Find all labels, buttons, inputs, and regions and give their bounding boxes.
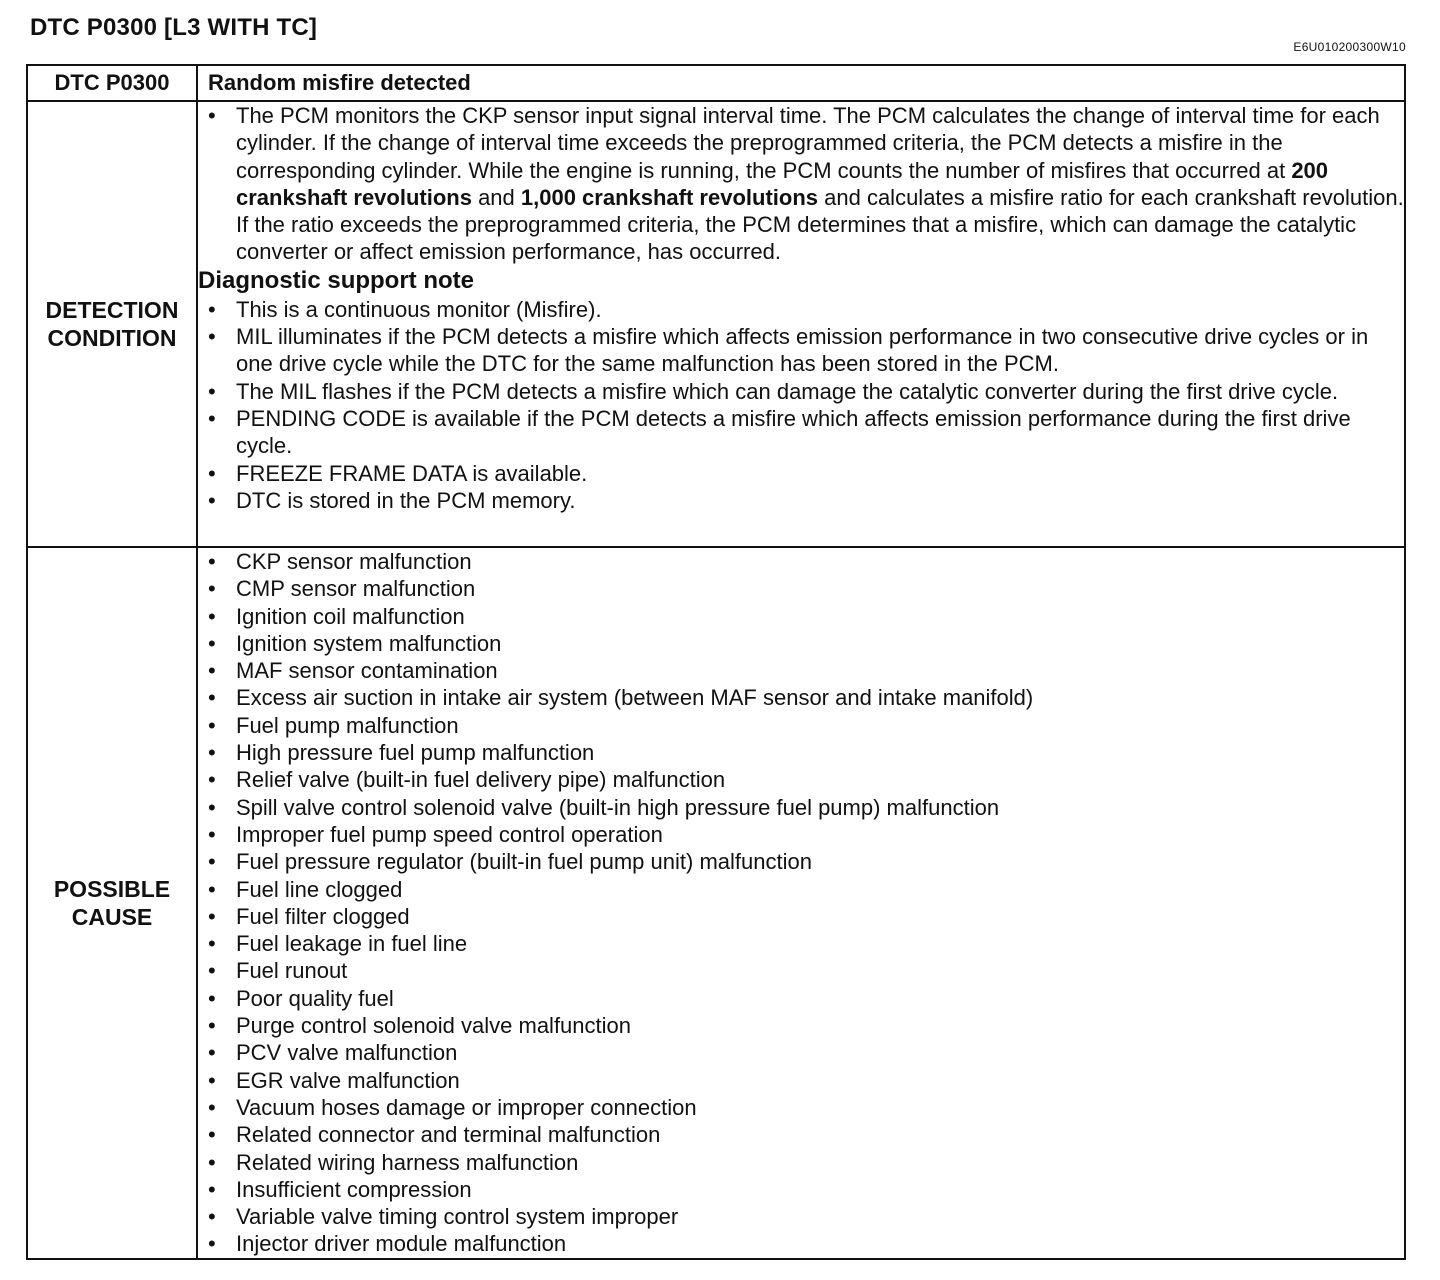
- list-item: • This is a continuous monitor (Misfire).: [198, 296, 1404, 323]
- list-item: • Vacuum hoses damage or improper connection: [198, 1094, 1404, 1121]
- list-item: • PENDING CODE is available if the PCM detects a misfire which affects emission performance during the first drive cycle.: [198, 405, 1404, 460]
- diagnostic-support-note-heading: Diagnostic support note: [198, 266, 474, 294]
- list-item: • Purge control solenoid valve malfunction: [198, 1012, 1404, 1039]
- main-bold-1000: 1,000 crankshaft revolutions: [520, 184, 819, 210]
- list-item: • Injector driver module malfunction: [198, 1230, 1404, 1257]
- detection-condition-row: [27, 101, 1405, 547]
- main-text-part2: and: [471, 184, 521, 210]
- list-item: • Fuel pump malfunction: [198, 712, 1404, 739]
- list-item: • Fuel filter clogged: [198, 903, 1404, 930]
- list-item: • Improper fuel pump speed control operation: [198, 821, 1404, 848]
- list-item: • Poor quality fuel: [198, 985, 1404, 1012]
- list-item: • Relief valve (built-in fuel delivery pipe) malfunction: [198, 766, 1404, 793]
- detection-label-line1: DETECTION: [45, 297, 179, 323]
- list-item: • EGR valve malfunction: [198, 1067, 1404, 1094]
- list-item: • Insufficient compression: [198, 1176, 1404, 1203]
- list-item: • Related wiring harness malfunction: [198, 1149, 1404, 1176]
- dtc-description-cell: Random misfire detected: [197, 65, 1405, 101]
- possible-cause-row: [27, 547, 1405, 1259]
- detection-condition-label: [27, 101, 197, 547]
- possible-cause-label: [27, 547, 197, 1259]
- cause-label-line1: POSSIBLE: [53, 876, 171, 902]
- list-item: • High pressure fuel pump malfunction: [198, 739, 1404, 766]
- main-bold-200: 200 crankshaft revolutions: [236, 157, 1329, 210]
- list-item: • FREEZE FRAME DATA is available.: [198, 460, 1404, 487]
- list-item: • Ignition coil malfunction: [198, 603, 1404, 630]
- list-item: • Related connector and terminal malfunction: [198, 1121, 1404, 1148]
- list-item: • MIL illuminates if the PCM detects a misfire which affects emission performance in two consecutive drive cycles or in one drive cycle while the DTC for the same malfunction has been stored in the PCM.: [198, 323, 1404, 378]
- detection-main-list: [198, 102, 1404, 266]
- list-item: • Spill valve control solenoid valve (built-in high pressure fuel pump) malfunction: [198, 794, 1404, 821]
- page-title: DTC P0300 [L3 WITH TC]: [30, 14, 318, 41]
- list-item: • The MIL flashes if the PCM detects a misfire which can damage the catalytic converter during the first drive cycle.: [198, 378, 1404, 405]
- list-item: • Fuel runout: [198, 957, 1404, 984]
- table-header-row: [27, 65, 1405, 101]
- dtc-code-cell: DTC P0300: [27, 65, 197, 101]
- detection-label-line2: CONDITION: [47, 325, 177, 351]
- list-item: • Fuel line clogged: [198, 876, 1404, 903]
- detection-condition-content: [197, 101, 1405, 547]
- list-item: • DTC is stored in the PCM memory.: [198, 487, 1404, 514]
- list-item: • MAF sensor contamination: [198, 657, 1404, 684]
- list-item: • Fuel leakage in fuel line: [198, 930, 1404, 957]
- dtc-table: [26, 64, 1406, 1260]
- list-item: • CKP sensor malfunction: [198, 548, 1404, 575]
- possible-cause-list: [198, 548, 1404, 1258]
- main-text-part3: and calculates a misfire ratio for each crankshaft revolution. If the ratio exceeds the preprogrammed criteria, the PCM determines that a misfire, which can damage the catalytic converter or affect emission performance, has occurred.: [236, 184, 1404, 265]
- detection-main-item: [198, 102, 1404, 266]
- main-text-part1: The PCM monitors the CKP sensor input signal interval time. The PCM calculates the change of interval time for each cylinder. If the change of interval time exceeds the preprogrammed criteria, the PCM detects a misfire in the corresponding cylinder. While the engine is running, the PCM counts the number of misfires that occurred at: [236, 103, 1380, 183]
- possible-cause-content: [197, 547, 1405, 1259]
- list-item: • Ignition system malfunction: [198, 630, 1404, 657]
- document-code: E6U010200300W10: [1293, 40, 1406, 54]
- list-item: • Fuel pressure regulator (built-in fuel pump unit) malfunction: [198, 848, 1404, 875]
- list-item: • PCV valve malfunction: [198, 1039, 1404, 1066]
- list-item: • Variable valve timing control system improper: [198, 1203, 1404, 1230]
- diagnostic-note-list: [198, 296, 1404, 514]
- list-item: • CMP sensor malfunction: [198, 575, 1404, 602]
- cause-label-line2: CAUSE: [71, 904, 153, 930]
- list-item: • Excess air suction in intake air system (between MAF sensor and intake manifold): [198, 684, 1404, 711]
